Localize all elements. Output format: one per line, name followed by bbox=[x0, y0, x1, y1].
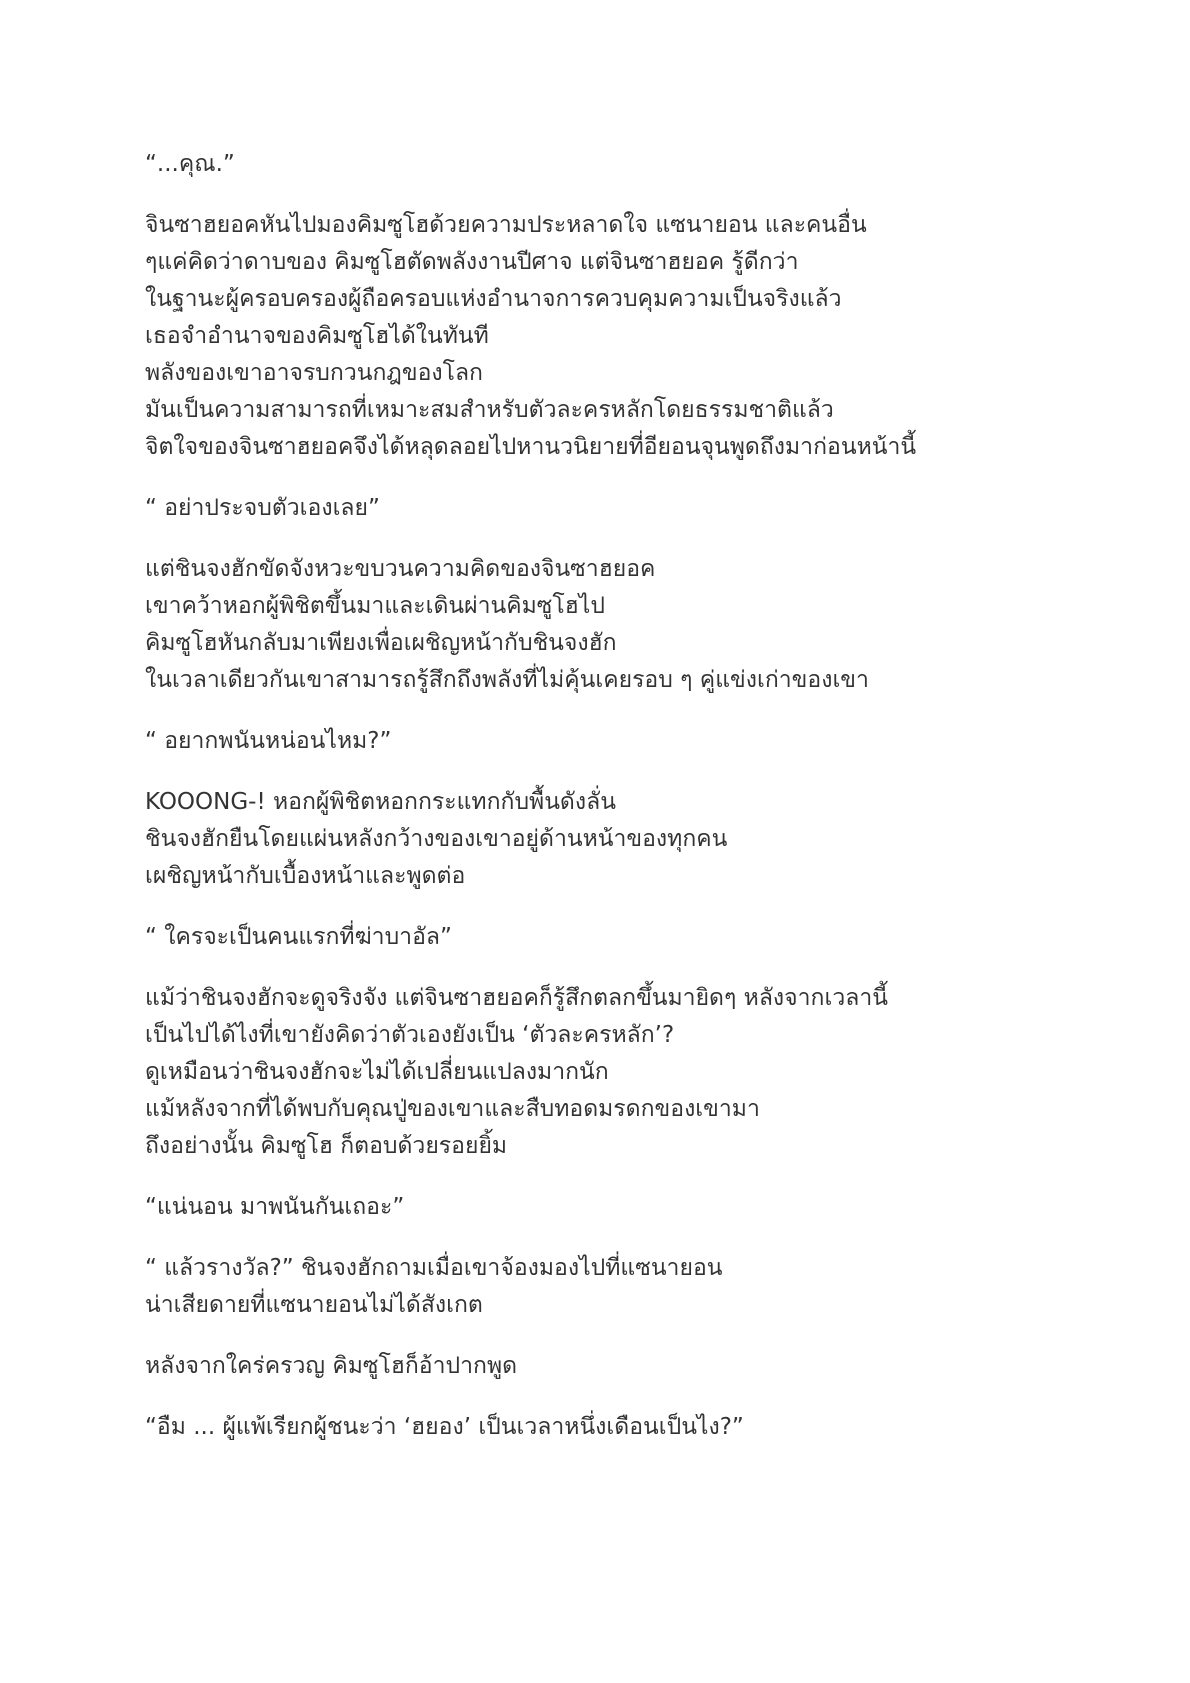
text-line: แต่ชินจงฮักขัดจังหวะขบวนความคิดของจินซาฮยอค bbox=[145, 556, 656, 582]
text-line: เธอจำอำนาจของคิมซูโฮได้ในทันที bbox=[145, 323, 489, 349]
paragraph bbox=[145, 723, 1045, 760]
text-line: พลังของเขาอาจรบกวนกฎของโลก bbox=[145, 360, 483, 386]
text-line: “ ใครจะเป็นคนแรกที่ฆ่าบาอัล” bbox=[145, 924, 452, 950]
text-line: ในฐานะผู้ครอบครองผู้ถือครอบแห่งอำนาจการควบคุมความเป็นจริงแล้ว bbox=[145, 286, 842, 312]
text-line: “แน่นอน มาพนันกันเถอะ” bbox=[145, 1194, 405, 1220]
text-line: มันเป็นความสามารถที่เหมาะสมสำหรับตัวละครหลักโดยธรรมชาติแล้ว bbox=[145, 397, 834, 423]
paragraph bbox=[145, 490, 1045, 527]
paragraph bbox=[145, 1189, 1045, 1226]
text-line: “...คุณ.” bbox=[145, 151, 235, 177]
paragraph bbox=[145, 784, 1045, 895]
text-line: แม้ว่าชินจงฮักจะดูจริงจัง แต่จินซาฮยอคก็รู้สึกตลกขึ้นมายิดๆ หลังจากเวลานี้ bbox=[145, 985, 888, 1011]
paragraph bbox=[145, 980, 1045, 1165]
paragraph bbox=[145, 551, 1045, 699]
document-body bbox=[145, 146, 1045, 1470]
paragraph bbox=[145, 919, 1045, 956]
paragraph bbox=[145, 1250, 1045, 1324]
text-line: “ แล้วรางวัล?” ชินจงฮักถามเมื่อเขาจ้องมองไปที่แซนายอน bbox=[145, 1255, 723, 1281]
text-line: จินซาฮยอคหันไปมองคิมซูโฮด้วยความประหลาดใจ แซนายอน และคนอื่น bbox=[145, 212, 867, 238]
paragraph bbox=[145, 1348, 1045, 1385]
text-line: ดูเหมือนว่าชินจงฮักจะไม่ได้เปลี่ยนแปลงมากนัก bbox=[145, 1059, 609, 1085]
text-line: “อืม ... ผู้แพ้เรียกผู้ชนะว่า ‘ฮยอง’ เป็นเวลาหนึ่งเดือนเป็นไง?” bbox=[145, 1414, 744, 1440]
text-line: เขาคว้าหอกผู้พิชิตขึ้นมาและเดินผ่านคิมซูโฮไป bbox=[145, 593, 605, 619]
text-line: ๆแค่คิดว่าดาบของ คิมซูโฮตัดพลังงานปีศาจ แต่จินซาฮยอค รู้ดีกว่า bbox=[145, 249, 799, 275]
text-line: ในเวลาเดียวกันเขาสามารถรู้สึกถึงพลังที่ไม่คุ้นเคยรอบ ๆ คู่แข่งเก่าของเขา bbox=[145, 667, 869, 693]
paragraph bbox=[145, 207, 1045, 466]
text-line: เผชิญหน้ากับเบื้องหน้าและพูดต่อ bbox=[145, 863, 466, 889]
text-line: KOOONG-! หอกผู้พิชิตหอกกระแทกกับพื้นดังลั่น bbox=[145, 789, 616, 815]
text-line: หลังจากใคร่ครวญ คิมซูโฮก็อ้าปากพูด bbox=[145, 1353, 518, 1379]
text-line: เป็นไปได้ไงที่เขายังคิดว่าตัวเองยังเป็น ‘ตัวละครหลัก’? bbox=[145, 1022, 675, 1048]
text-line: จิตใจของจินซาฮยอคจึงได้หลุดลอยไปหานวนิยายที่อียอนจุนพูดถึงมาก่อนหน้านี้ bbox=[145, 434, 917, 460]
paragraph bbox=[145, 1409, 1045, 1446]
text-line: “ อยากพนันหน่อนไหม?” bbox=[145, 728, 392, 754]
text-line: แม้หลังจากที่ได้พบกับคุณปู่ของเขาและสืบทอดมรดกของเขามา bbox=[145, 1096, 760, 1122]
text-line: ชินจงฮักยืนโดยแผ่นหลังกว้างของเขาอยู่ด้านหน้าของทุกคน bbox=[145, 826, 728, 852]
paragraph bbox=[145, 146, 1045, 183]
text-line: น่าเสียดายที่แซนายอนไม่ได้สังเกต bbox=[145, 1292, 483, 1318]
text-line: “ อย่าประจบตัวเองเลย” bbox=[145, 495, 380, 521]
text-line: ถึงอย่างนั้น คิมซูโฮ ก็ตอบด้วยรอยยิ้ม bbox=[145, 1133, 508, 1159]
text-line: คิมซูโฮหันกลับมาเพียงเพื่อเผชิญหน้ากับชินจงฮัก bbox=[145, 630, 617, 656]
